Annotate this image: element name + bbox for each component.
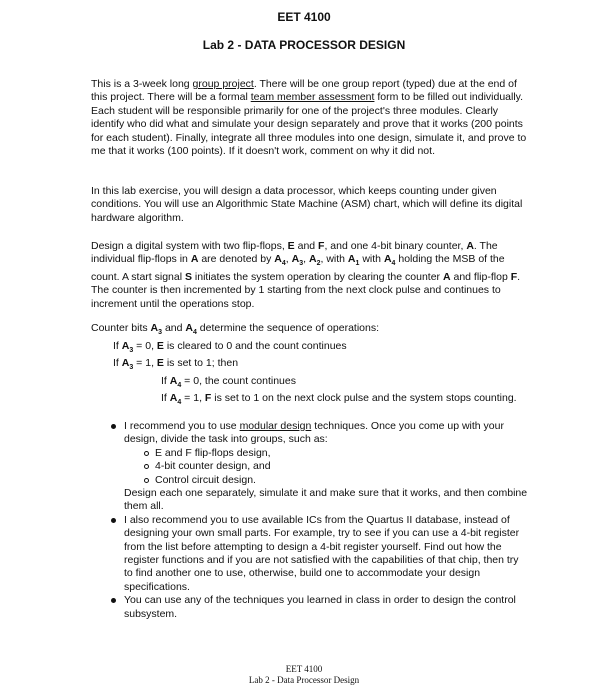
list-item: Control circuit design.: [124, 474, 528, 487]
design-note: Design each one separately, simulate it and make sure that it works, and then combine them all.: [124, 487, 528, 513]
footer-title: Lab 2 - Data Processor Design: [248, 675, 360, 685]
list-item: I also recommend you to use available ICs from the Quartus II database, instead of designing your own small parts. For example, try to see if you can use a 4-bit register from the list before attempting to design a 4-bit register yourself. Find out how the register functions and if you are not satisfied with the capabilities of that chip, then try to find another one to use, otherwise, build one to accommodate your design specifications.: [110, 514, 528, 594]
condition-a3-zero: If $A_3 = 0$, E is cleared to 0 and the count continues: [113, 339, 347, 354]
list-item: E and F flip-flops design,: [124, 447, 528, 460]
var-e: E: [287, 240, 295, 252]
course-code: EET 4100: [277, 10, 331, 24]
exercise-paragraph: [91, 185, 529, 225]
list-item: I recommend you to use modular design techniques. Once you come up with your design, divide the task into groups, such as: E and F flip-flops design, 4-bit counter design, and Control circuit design. Design each one separately, simulate it and make sure that it works, and then combine them all.: [110, 420, 528, 514]
module-list: [124, 447, 528, 487]
intro-text: form to be filled out individually. Each student will be responsible primarily for one of the project's three modules. Clearly identify who did what and simulate your design separately and prove that it works (200 points for each student). Finally, integrate all three modules into one design, simulate it, and prove to me that it works (100 points). If it doesn't work, comment on why it did not.: [91, 91, 527, 158]
design-paragraph: Design a digital system with two flip-flops, E and F, and one 4-bit binary counter, A. The individual flip-flops in A are denoted by $A_4$, $A_3$, $A_2$, with $A_1$ with $A_4$ holding the MSB of the count. A start signal S initiates the system operation by clearing the counter A and flip-flop F. The counter is then incremented by 1 starting from the next clock pulse and continues to increment until the operations stop.: [91, 240, 521, 310]
var-a: A: [466, 240, 474, 252]
lab-title: Lab 2 - DATA PROCESSOR DESIGN: [202, 38, 406, 52]
page-footer: [0, 664, 608, 686]
var-s: S: [184, 270, 192, 283]
modular-design-link: modular design: [239, 420, 312, 432]
condition-a3-one: If $A_3 = 1$, E is set to 1; then: [113, 357, 239, 372]
counter-intro: Counter bits $A_3$ and $A_4$ determine the sequence of operations:: [91, 322, 380, 337]
list-item: 4-bit counter design, and: [124, 460, 528, 473]
intro-paragraph: [91, 78, 529, 158]
group-project-link: group project: [192, 78, 254, 90]
var-a: A: [190, 253, 199, 266]
recommendations-list: [110, 420, 528, 621]
team-assessment-link: team member assessment: [250, 91, 375, 104]
footer-course: EET 4100: [285, 664, 323, 674]
intro-text: This is a 3-week long: [91, 78, 193, 90]
list-item: You can use any of the techniques you learned in class in order to design the control subsystem.: [110, 594, 528, 621]
condition-a4-one: If $A_4 = 1$, F is set to 1 on the next clock pulse and the system stops counting.: [161, 392, 517, 407]
intro-text: . There will be one group report (typed) due at the end of this project. There will be a formal: [91, 78, 517, 104]
condition-a4-zero: If $A_4 = 0$, the count continues: [161, 374, 296, 389]
exercise-text: In this lab exercise, you will design a data processor, which keeps counting under given conditions. You will use an Algorithmic State Machine (ASM) chart, which will define its digital hardware algorithm.: [91, 185, 523, 224]
var-f: F: [318, 240, 325, 252]
counter-section: [91, 322, 529, 410]
